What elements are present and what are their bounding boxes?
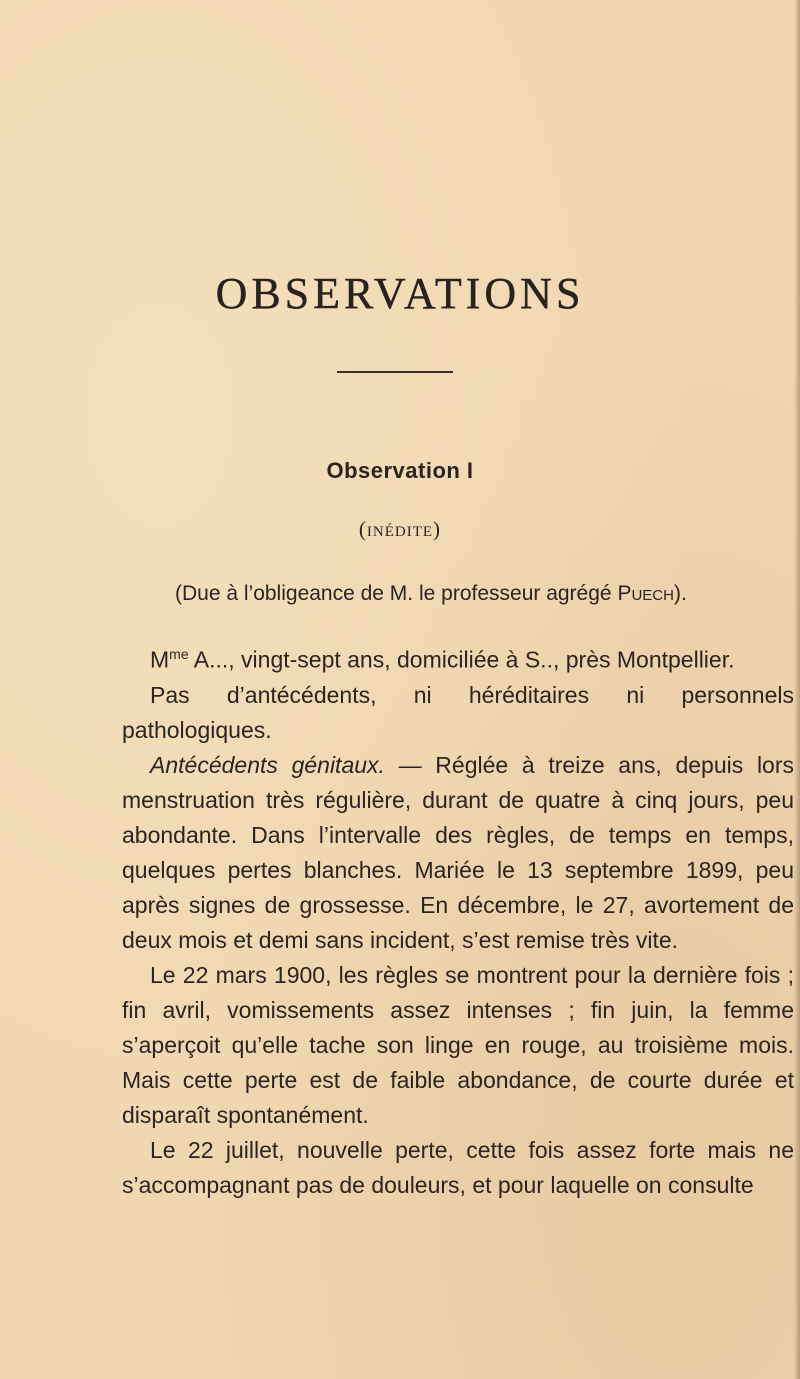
paragraph-march — [122, 958, 794, 1133]
credit-suffix: ). — [673, 582, 687, 605]
paragraph-text: Pas d’antécédents, ni héréditaires ni personnels pathologiques. — [122, 681, 794, 743]
paragraph-history — [122, 678, 794, 748]
paragraph-lead: Antécédents génitaux. — [150, 751, 385, 778]
credit-name: Puech — [617, 582, 674, 605]
honorific-superscript: me — [169, 646, 189, 662]
observation-status: (inédite) — [358, 517, 442, 541]
paragraph-july — [122, 1133, 794, 1203]
credit-prefix: (Due à l’obligeance de M. le professeur agrégé — [175, 582, 618, 605]
honorific: M — [150, 646, 170, 673]
observation-title: Observation I — [326, 458, 474, 483]
paragraph-text: Le 22 mars 1900, les règles se montrent pour la dernière fois ; fin avril, vomissements assez intenses ; fin juin, la femme s’aperçoit qu’elle tache son linge en rouge, au troisième mois. Mais cette perte est de faible abondance, de courte durée et disparaît spontanément. — [122, 961, 794, 1128]
paragraph-patient — [122, 637, 794, 678]
observation-body — [122, 637, 794, 1203]
observation-credit — [175, 582, 775, 606]
page-edge-shadow — [794, 0, 800, 1379]
paragraph-text: Le 22 juillet, nouvelle perte, cette fois assez forte mais ne s’accompagnant pas de douleurs, et pour laquelle on consulte — [122, 1136, 794, 1198]
paragraph-text: A..., vingt-sept ans, domiciliée à S.., près Montpellier. — [188, 646, 735, 673]
heading-divider — [337, 371, 453, 373]
paragraph-text: — Réglée à treize ans, depuis lors menstruation très régulière, durant de quatre à cinq jours, peu abondante. Dans l’intervalle des règles, de temps en temps, quelques pertes blanches. Mariée le 13 septembre 1899, peu après signes de grossesse. En décembre, le 27, avortement de deux mois et demi sans incident, s’est remise très vite. — [122, 751, 795, 953]
paragraph-genital-history — [122, 748, 794, 958]
section-heading: OBSERVATIONS — [215, 269, 585, 318]
